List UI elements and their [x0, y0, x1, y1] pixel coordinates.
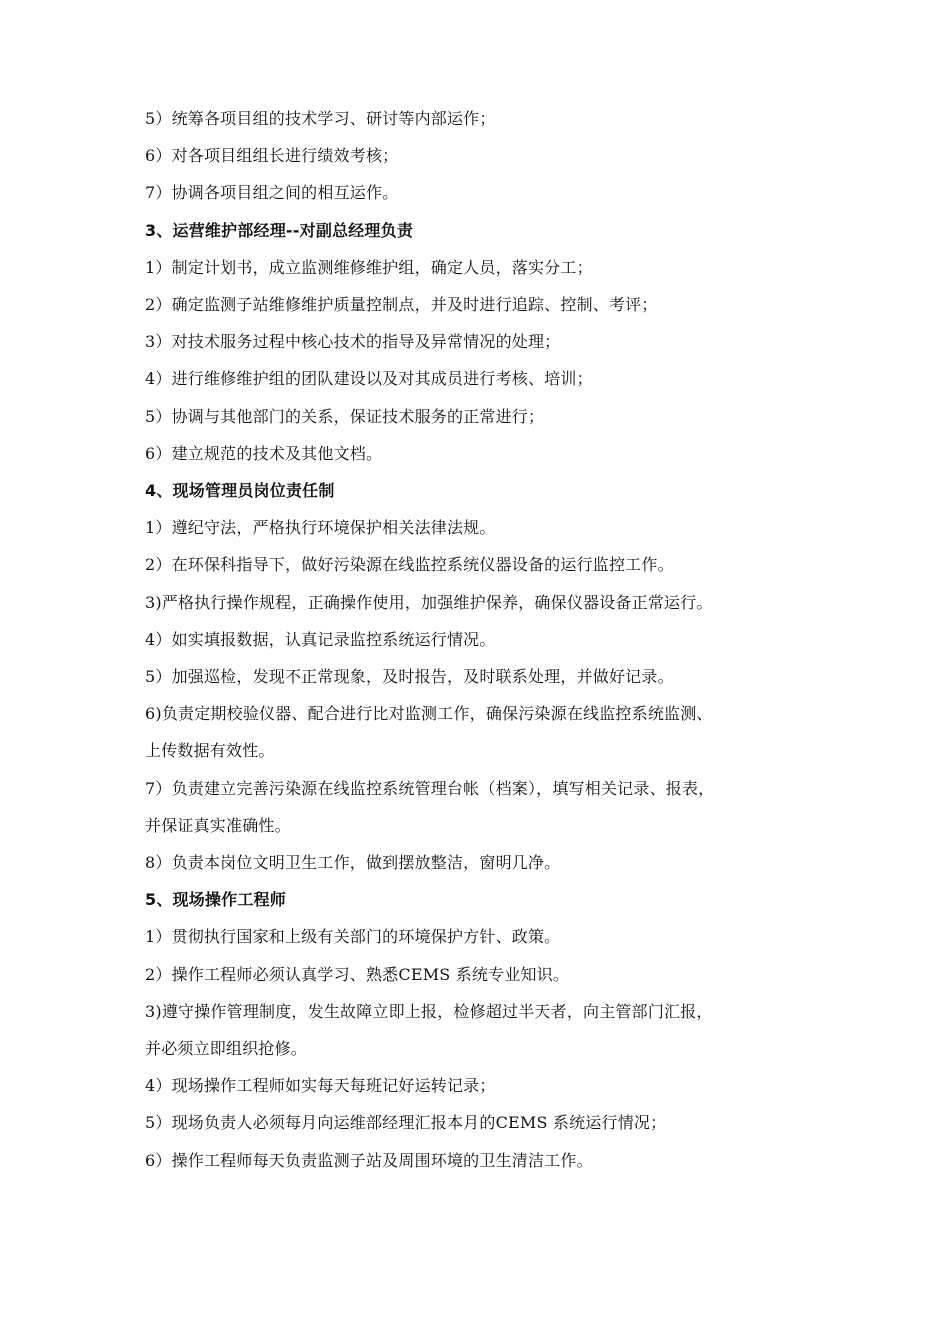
engineer-item-3: 3)遵守操作管理制度，发生故障立即上报，检修超过半天者，向主管部门汇报，	[145, 1001, 713, 1021]
admin-item-6-cont: 上传数据有效性。	[145, 741, 275, 761]
admin-item-1: 1）遵纪守法，严格执行环境保护相关法律法规。	[145, 518, 496, 538]
engineer-item-6: 6）操作工程师每天负责监测子站及周围环境的卫生清洁工作。	[145, 1150, 593, 1170]
admin-item-2: 2）在环保科指导下，做好污染源在线监控系统仪器设备的运行监控工作。	[145, 555, 674, 575]
admin-item-7: 7）负责建立完善污染源在线监控系统管理台帐（档案），填写相关记录、报表，	[145, 778, 715, 798]
line-6-performance: 6）对各项目组组长进行绩效考核；	[145, 146, 399, 166]
ops-item-6: 6）建立规范的技术及其他文档。	[145, 443, 383, 463]
ops-item-1: 1）制定计划书，成立监测维修维护组，确定人员，落实分工；	[145, 257, 593, 277]
engineer-item-4: 4）现场操作工程师如实每天每班记好运转记录；	[145, 1076, 496, 1096]
section-heading-site-admin: 4、现场管理员岗位责任制	[145, 481, 335, 501]
engineer-item-2: 2）操作工程师必须认真学习、熟悉CEMS 系统专业知识。	[145, 964, 570, 984]
document-page	[145, 100, 810, 1179]
engineer-item-3-cont: 并必须立即组织抢修。	[145, 1039, 308, 1059]
admin-item-8: 8）负责本岗位文明卫生工作，做到摆放整洁，窗明几净。	[145, 853, 561, 873]
ops-item-5: 5）协调与其他部门的关系，保证技术服务的正常进行；	[145, 406, 545, 426]
engineer-item-1: 1）贯彻执行国家和上级有关部门的环境保护方针、政策。	[145, 927, 561, 947]
ops-item-3: 3）对技术服务过程中核心技术的指导及异常情况的处理；	[145, 332, 561, 352]
admin-item-4: 4）如实填报数据，认真记录监控系统运行情况。	[145, 629, 496, 649]
section-heading-ops-manager: 3、运营维护部经理--对副总经理负责	[145, 220, 414, 240]
ops-item-2: 2）确定监测子站维修维护质量控制点，并及时进行追踪、控制、考评；	[145, 295, 658, 315]
line-7-coordinate: 7）协调各项目组之间的相互运作。	[145, 183, 399, 203]
engineer-item-5: 5）现场负责人必须每月向运维部经理汇报本月的CEMS 系统运行情况；	[145, 1113, 667, 1133]
admin-item-7-cont: 并保证真实准确性。	[145, 815, 291, 835]
admin-item-3: 3)严格执行操作规程，正确操作使用，加强维护保养，确保仪器设备正常运行。	[145, 592, 713, 612]
admin-item-6: 6)负责定期校验仪器、配合进行比对监测工作，确保污染源在线监控系统监测、	[145, 704, 713, 724]
admin-item-5: 5）加强巡检，发现不正常现象，及时报告，及时联系处理，并做好记录。	[145, 667, 674, 687]
ops-item-4: 4）进行维修维护组的团队建设以及对其成员进行考核、培训；	[145, 369, 593, 389]
section-heading-site-engineer: 5、现场操作工程师	[145, 890, 286, 910]
line-5-study: 5）统筹各项目组的技术学习、研讨等内部运作；	[145, 109, 496, 128]
